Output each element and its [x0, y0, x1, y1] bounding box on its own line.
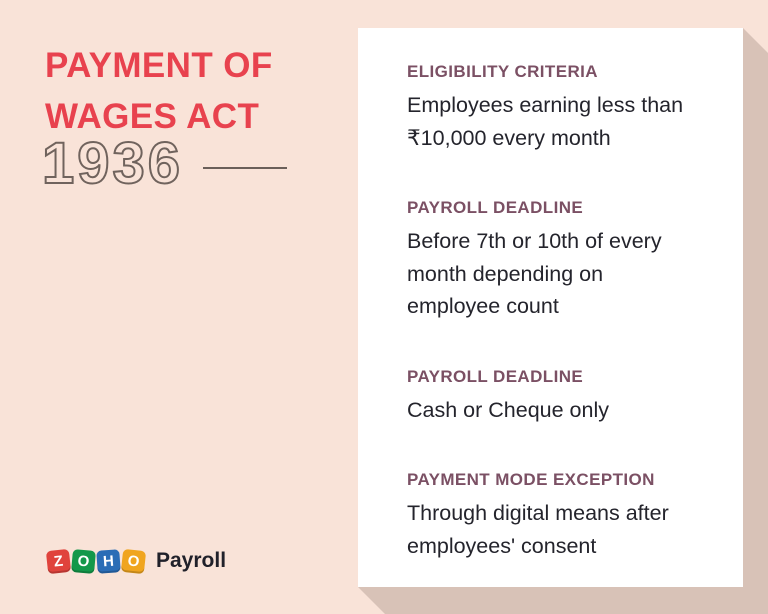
section-body [407, 225, 707, 323]
zoho-tile-o2: O [121, 548, 146, 573]
section-payroll-deadline-1 [407, 198, 707, 323]
section-heading: PAYROLL DEADLINE [407, 366, 584, 386]
year-outline-text: 1936 [42, 131, 184, 196]
year-dash-line [203, 167, 287, 169]
details-card [358, 28, 743, 587]
section-heading: ELIGIBILITY CRITERIA [407, 62, 598, 81]
page-title-line2: WAGES ACT [45, 97, 260, 136]
section-body [407, 497, 707, 562]
body-line: Through digital means after [407, 501, 669, 525]
zoho-tile-h: H [96, 549, 121, 574]
section-payment-mode-exception [407, 470, 707, 562]
zoho-payroll-logo [47, 549, 226, 573]
section-body [407, 89, 707, 154]
logo-product-name: Payroll [156, 549, 227, 572]
year-row [42, 130, 287, 197]
section-body [407, 394, 707, 427]
section-eligibility [407, 62, 707, 154]
body-line: month depending on [407, 261, 604, 286]
zoho-logo-tiles [47, 550, 147, 573]
zoho-tile-o1: O [71, 549, 96, 574]
body-line: Cash or Cheque only [407, 397, 609, 422]
body-line: Employees earning less than [407, 93, 684, 117]
section-heading: PAYMENT MODE EXCEPTION [407, 470, 655, 489]
section-payroll-deadline-2 [407, 367, 707, 427]
zoho-tile-z: Z [46, 548, 71, 573]
body-line: ₹10,000 every month [407, 125, 611, 150]
section-heading: PAYROLL DEADLINE [407, 198, 584, 217]
body-line: employees' consent [407, 533, 597, 558]
body-line: Before 7th or 10th of every [407, 229, 662, 253]
page-title [45, 40, 273, 142]
body-line: employee count [407, 294, 559, 318]
page-title-line1: PAYMENT OF [45, 46, 273, 85]
